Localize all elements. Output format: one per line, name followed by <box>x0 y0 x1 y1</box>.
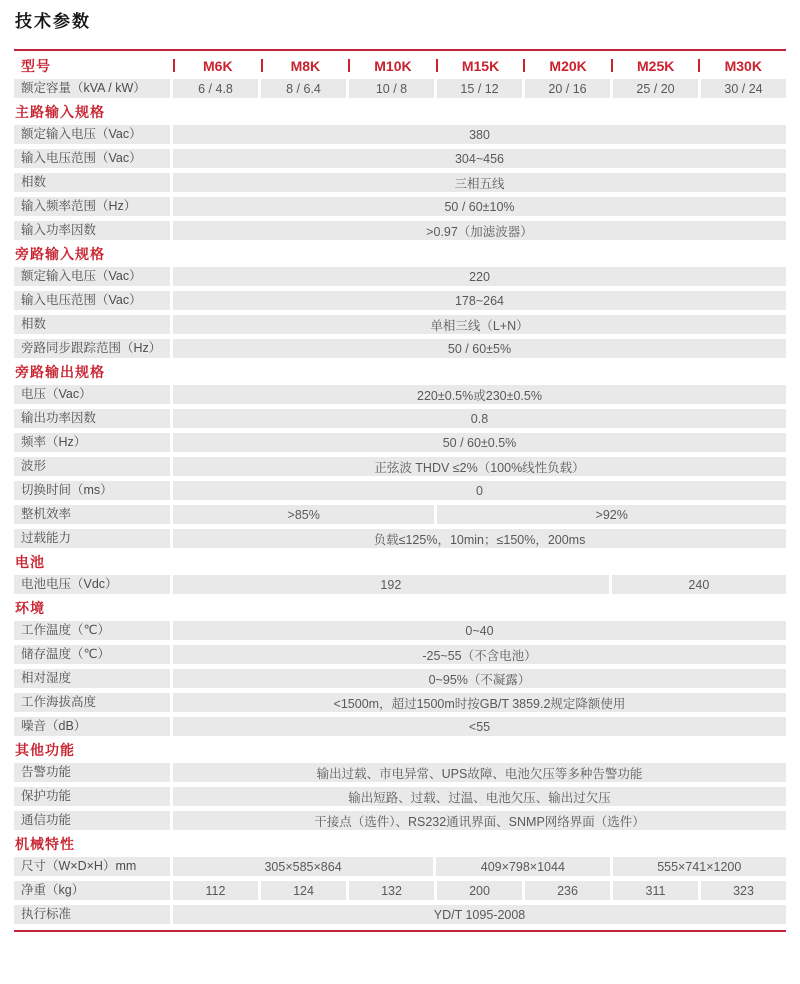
row-cells <box>173 621 786 640</box>
value-cell: 正弦波 THDV ≤2%（100%线性负载） <box>173 457 786 476</box>
spec-row <box>14 763 786 782</box>
value-cell: 50 / 60±5% <box>173 339 786 358</box>
spec-row <box>14 811 786 830</box>
value-cell: 0 <box>173 481 786 500</box>
value-cell: 304~456 <box>173 149 786 168</box>
row-label: 切换时间（ms） <box>14 481 170 500</box>
spec-row <box>14 645 786 664</box>
value-cell: 输出短路、过载、过温、电池欠压、输出过欠压 <box>173 787 786 806</box>
row-label: 波形 <box>14 457 170 476</box>
row-cells <box>173 221 786 240</box>
value-cell: 输出过载、市电异常、UPS故障、电池欠压等多种告警功能 <box>173 763 786 782</box>
spec-row <box>14 79 786 98</box>
value-cell: 311 <box>613 881 698 900</box>
row-label: 储存温度（℃） <box>14 645 170 664</box>
row-cells <box>173 339 786 358</box>
row-label: 电压（Vac） <box>14 385 170 404</box>
spec-row <box>14 125 786 144</box>
value-cell: 20 / 16 <box>525 79 610 98</box>
row-cells <box>173 645 786 664</box>
value-cell: 192 <box>173 575 609 594</box>
spec-row <box>14 457 786 476</box>
spec-row <box>14 717 786 736</box>
value-cell: 50 / 60±10% <box>173 197 786 216</box>
row-cells <box>173 881 786 900</box>
row-cells <box>173 149 786 168</box>
value-cell: 323 <box>701 881 786 900</box>
spec-row <box>14 315 786 334</box>
spec-row <box>14 433 786 452</box>
row-cells <box>173 717 786 736</box>
value-cell: 负载≤125%，10min；≤150%，200ms <box>173 529 786 548</box>
section-title: 环境 <box>15 600 45 616</box>
row-cells <box>173 267 786 286</box>
value-cell: >85% <box>173 505 434 524</box>
value-cell: 124 <box>261 881 346 900</box>
row-cells <box>173 787 786 806</box>
row-label: 电池电压（Vdc） <box>14 575 170 594</box>
value-cell: 干接点（选件）、RS232通讯界面、SNMP网络界面（选件） <box>173 811 786 830</box>
value-cell: 132 <box>349 881 434 900</box>
model-header-columns <box>173 58 786 74</box>
row-label: 告警功能 <box>14 763 170 782</box>
row-cells <box>173 857 786 876</box>
value-cell: <55 <box>173 717 786 736</box>
row-cells <box>173 291 786 310</box>
row-cells <box>173 385 786 404</box>
section-title: 旁路输出规格 <box>15 364 105 380</box>
row-label: 相对湿度 <box>14 669 170 688</box>
row-label: 尺寸（W×D×H）mm <box>14 857 170 876</box>
spec-row <box>14 857 786 876</box>
row-cells <box>173 433 786 452</box>
value-cell: <1500m，超过1500m时按GB/T 3859.2规定降额使用 <box>173 693 786 712</box>
row-label: 旁路同步跟踪范围（Hz） <box>14 339 170 358</box>
row-cells <box>173 811 786 830</box>
value-cell: >92% <box>437 505 786 524</box>
value-cell: 220 <box>173 267 786 286</box>
row-label: 工作海拔高度 <box>14 693 170 712</box>
spec-row <box>14 881 786 900</box>
row-cells <box>173 905 786 924</box>
value-cell: 15 / 12 <box>437 79 522 98</box>
row-label: 通信功能 <box>14 811 170 830</box>
value-cell: 236 <box>525 881 610 900</box>
spec-row <box>14 149 786 168</box>
value-cell: 0~40 <box>173 621 786 640</box>
row-label: 输入电压范围（Vac） <box>14 291 170 310</box>
row-label: 工作温度（℃） <box>14 621 170 640</box>
row-label: 输出功率因数 <box>14 409 170 428</box>
model-header-row <box>14 54 786 77</box>
row-label: 输入电压范围（Vac） <box>14 149 170 168</box>
model-name: M30K <box>724 57 762 74</box>
spec-row <box>14 173 786 192</box>
section-title: 其他功能 <box>15 742 75 758</box>
spec-row <box>14 787 786 806</box>
spec-row <box>14 575 786 594</box>
row-cells <box>173 481 786 500</box>
value-cell: 8 / 6.4 <box>261 79 346 98</box>
row-cells <box>173 505 786 524</box>
row-cells <box>173 763 786 782</box>
row-label: 执行标准 <box>14 905 170 924</box>
value-cell: 240 <box>612 575 786 594</box>
value-cell: 380 <box>173 125 786 144</box>
value-cell: 555×741×1200 <box>613 857 786 876</box>
value-cell: 6 / 4.8 <box>173 79 258 98</box>
spec-row <box>14 505 786 524</box>
spec-row <box>14 481 786 500</box>
spec-row <box>14 529 786 548</box>
row-label: 相数 <box>14 173 170 192</box>
value-cell: 10 / 8 <box>349 79 434 98</box>
value-cell: 200 <box>437 881 522 900</box>
row-cells <box>173 409 786 428</box>
model-name: M6K <box>203 57 233 74</box>
spec-row <box>14 339 786 358</box>
row-cells <box>173 79 786 98</box>
value-cell: YD/T 1095-2008 <box>173 905 786 924</box>
row-cells <box>173 125 786 144</box>
value-cell: 单相三线（L+N） <box>173 315 786 334</box>
value-cell: 409×798×1044 <box>436 857 609 876</box>
row-cells <box>173 693 786 712</box>
value-cell: 220±0.5%或230±0.5% <box>173 385 786 404</box>
spec-row <box>14 621 786 640</box>
page-title: 技术参数 <box>15 12 91 31</box>
row-cells <box>173 457 786 476</box>
spec-row <box>14 221 786 240</box>
value-cell: 25 / 20 <box>613 79 698 98</box>
row-cells <box>173 529 786 548</box>
section-title: 电池 <box>15 554 45 570</box>
row-label: 相数 <box>14 315 170 334</box>
spec-table-body <box>14 79 786 924</box>
spec-row <box>14 197 786 216</box>
model-name: M8K <box>290 57 321 74</box>
spec-row <box>14 409 786 428</box>
value-cell: 0~95%（不凝露） <box>173 669 786 688</box>
row-label: 额定容量（kVA / kW） <box>14 79 170 98</box>
spec-row <box>14 669 786 688</box>
row-label: 输入频率范围（Hz） <box>14 197 170 216</box>
row-cells <box>173 669 786 688</box>
row-cells <box>173 575 786 594</box>
row-label: 保护功能 <box>14 787 170 806</box>
row-label: 额定输入电压（Vac） <box>14 125 170 144</box>
section-title: 旁路输入规格 <box>15 246 105 262</box>
row-label: 过载能力 <box>14 529 170 548</box>
value-cell: 112 <box>173 881 258 900</box>
spec-row <box>14 693 786 712</box>
value-cell: 0.8 <box>173 409 786 428</box>
row-label: 噪音（dB） <box>14 717 170 736</box>
spec-row <box>14 267 786 286</box>
spec-row <box>14 905 786 924</box>
row-label: 输入功率因数 <box>14 221 170 240</box>
row-cells <box>173 173 786 192</box>
row-label: 净重（kg） <box>14 881 170 900</box>
row-label: 整机效率 <box>14 505 170 524</box>
value-cell: 30 / 24 <box>701 79 786 98</box>
spec-table <box>14 49 786 932</box>
value-cell: 三相五线 <box>173 173 786 192</box>
value-cell: >0.97（加滤波器） <box>173 221 786 240</box>
spec-row <box>14 291 786 310</box>
row-label: 频率（Hz） <box>14 433 170 452</box>
model-name: M10K <box>374 57 412 74</box>
section-title: 机械特性 <box>15 836 75 852</box>
value-cell: 305×585×864 <box>173 857 433 876</box>
spec-row <box>14 385 786 404</box>
row-label: 额定输入电压（Vac） <box>14 267 170 286</box>
model-header-label: 型号 <box>21 57 51 74</box>
section-title: 主路输入规格 <box>15 104 105 120</box>
value-cell: 50 / 60±0.5% <box>173 433 786 452</box>
row-cells <box>173 197 786 216</box>
model-name: M15K <box>461 57 500 74</box>
value-cell: -25~55（不含电池） <box>173 645 786 664</box>
model-name: M20K <box>549 57 587 74</box>
value-cell: 178~264 <box>173 291 786 310</box>
model-name: M25K <box>637 57 675 74</box>
row-cells <box>173 315 786 334</box>
